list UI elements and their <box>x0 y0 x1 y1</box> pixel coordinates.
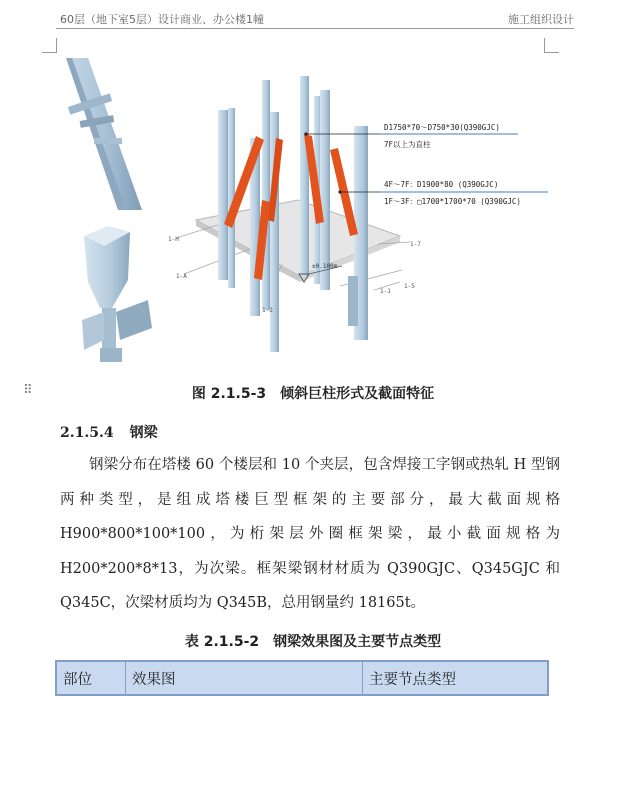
header-rule <box>56 28 574 29</box>
beam-node-table <box>55 660 549 696</box>
annotation-straight-column: 7F以上为直柱 <box>384 140 431 149</box>
table-header-row <box>56 661 548 695</box>
running-header-doc-type: 施工组织设计 <box>508 13 574 26</box>
table-caption: 表 2.1.5-2 钢梁效果图及主要节点类型 <box>184 634 442 650</box>
figure-illustration <box>0 50 626 380</box>
drag-handle-icon[interactable]: ⠿ <box>23 383 33 398</box>
axis-label-1-H: 1-H <box>168 236 179 243</box>
table-header-location: 部位 <box>56 661 126 695</box>
section-title: 钢梁 <box>129 425 158 441</box>
axis-label-1-7: 1-7 <box>410 241 421 248</box>
axis-label-1-A: 1-A <box>176 273 187 280</box>
steel-structure-model <box>168 76 421 352</box>
section-heading <box>60 422 158 442</box>
table-header-node-types: 主要节点类型 <box>363 661 549 695</box>
table-header-rendering: 效果图 <box>126 661 363 695</box>
elevation-label: ±0.100m <box>312 263 338 270</box>
annotation-1f-3f-section: 1F～3F：□1700*1700*70 (Q390GJC) <box>384 197 521 206</box>
body-paragraph: 钢梁分布在塔楼 60 个楼层和 10 个夹层，包含焊接工字钢或热轧 H 型钢两种类型，是组成塔楼巨型框架的主要部分，最大截面规格 H900*800*100*100，为桁架层外圈框架梁，最小截面规格为 H200*200*8*13，为次梁。框架梁钢材材质为 Q390GJC、Q345GJC 和 Q345C，次梁材质均为 Q345B，总用钢量约 18165t。 <box>60 457 560 611</box>
section-number: 2.1.5.4 <box>60 425 114 441</box>
figure-inclined-columns <box>0 50 626 380</box>
annotation-upper-section: D1750*70～D750*30(Q390GJC) <box>384 123 500 132</box>
axis-label-1-5: 1-5 <box>404 283 415 290</box>
column-node-thumbnail-top <box>66 58 142 210</box>
axis-label-1-2: 1-2 <box>262 307 273 314</box>
running-header-title: 60层（地下室5层）设计商业、办公楼1幢 <box>60 13 264 26</box>
annotation-4f-7f-section: 4F～7F：D1900*80 (Q390GJC) <box>384 180 499 189</box>
column-node-thumbnail-bottom <box>82 226 152 362</box>
figure-caption: 图 2.1.5-3 倾斜巨柱形式及截面特征 <box>191 386 435 402</box>
body-paragraph-container <box>60 448 560 621</box>
axis-label-1-1: 1-1 <box>380 288 391 295</box>
